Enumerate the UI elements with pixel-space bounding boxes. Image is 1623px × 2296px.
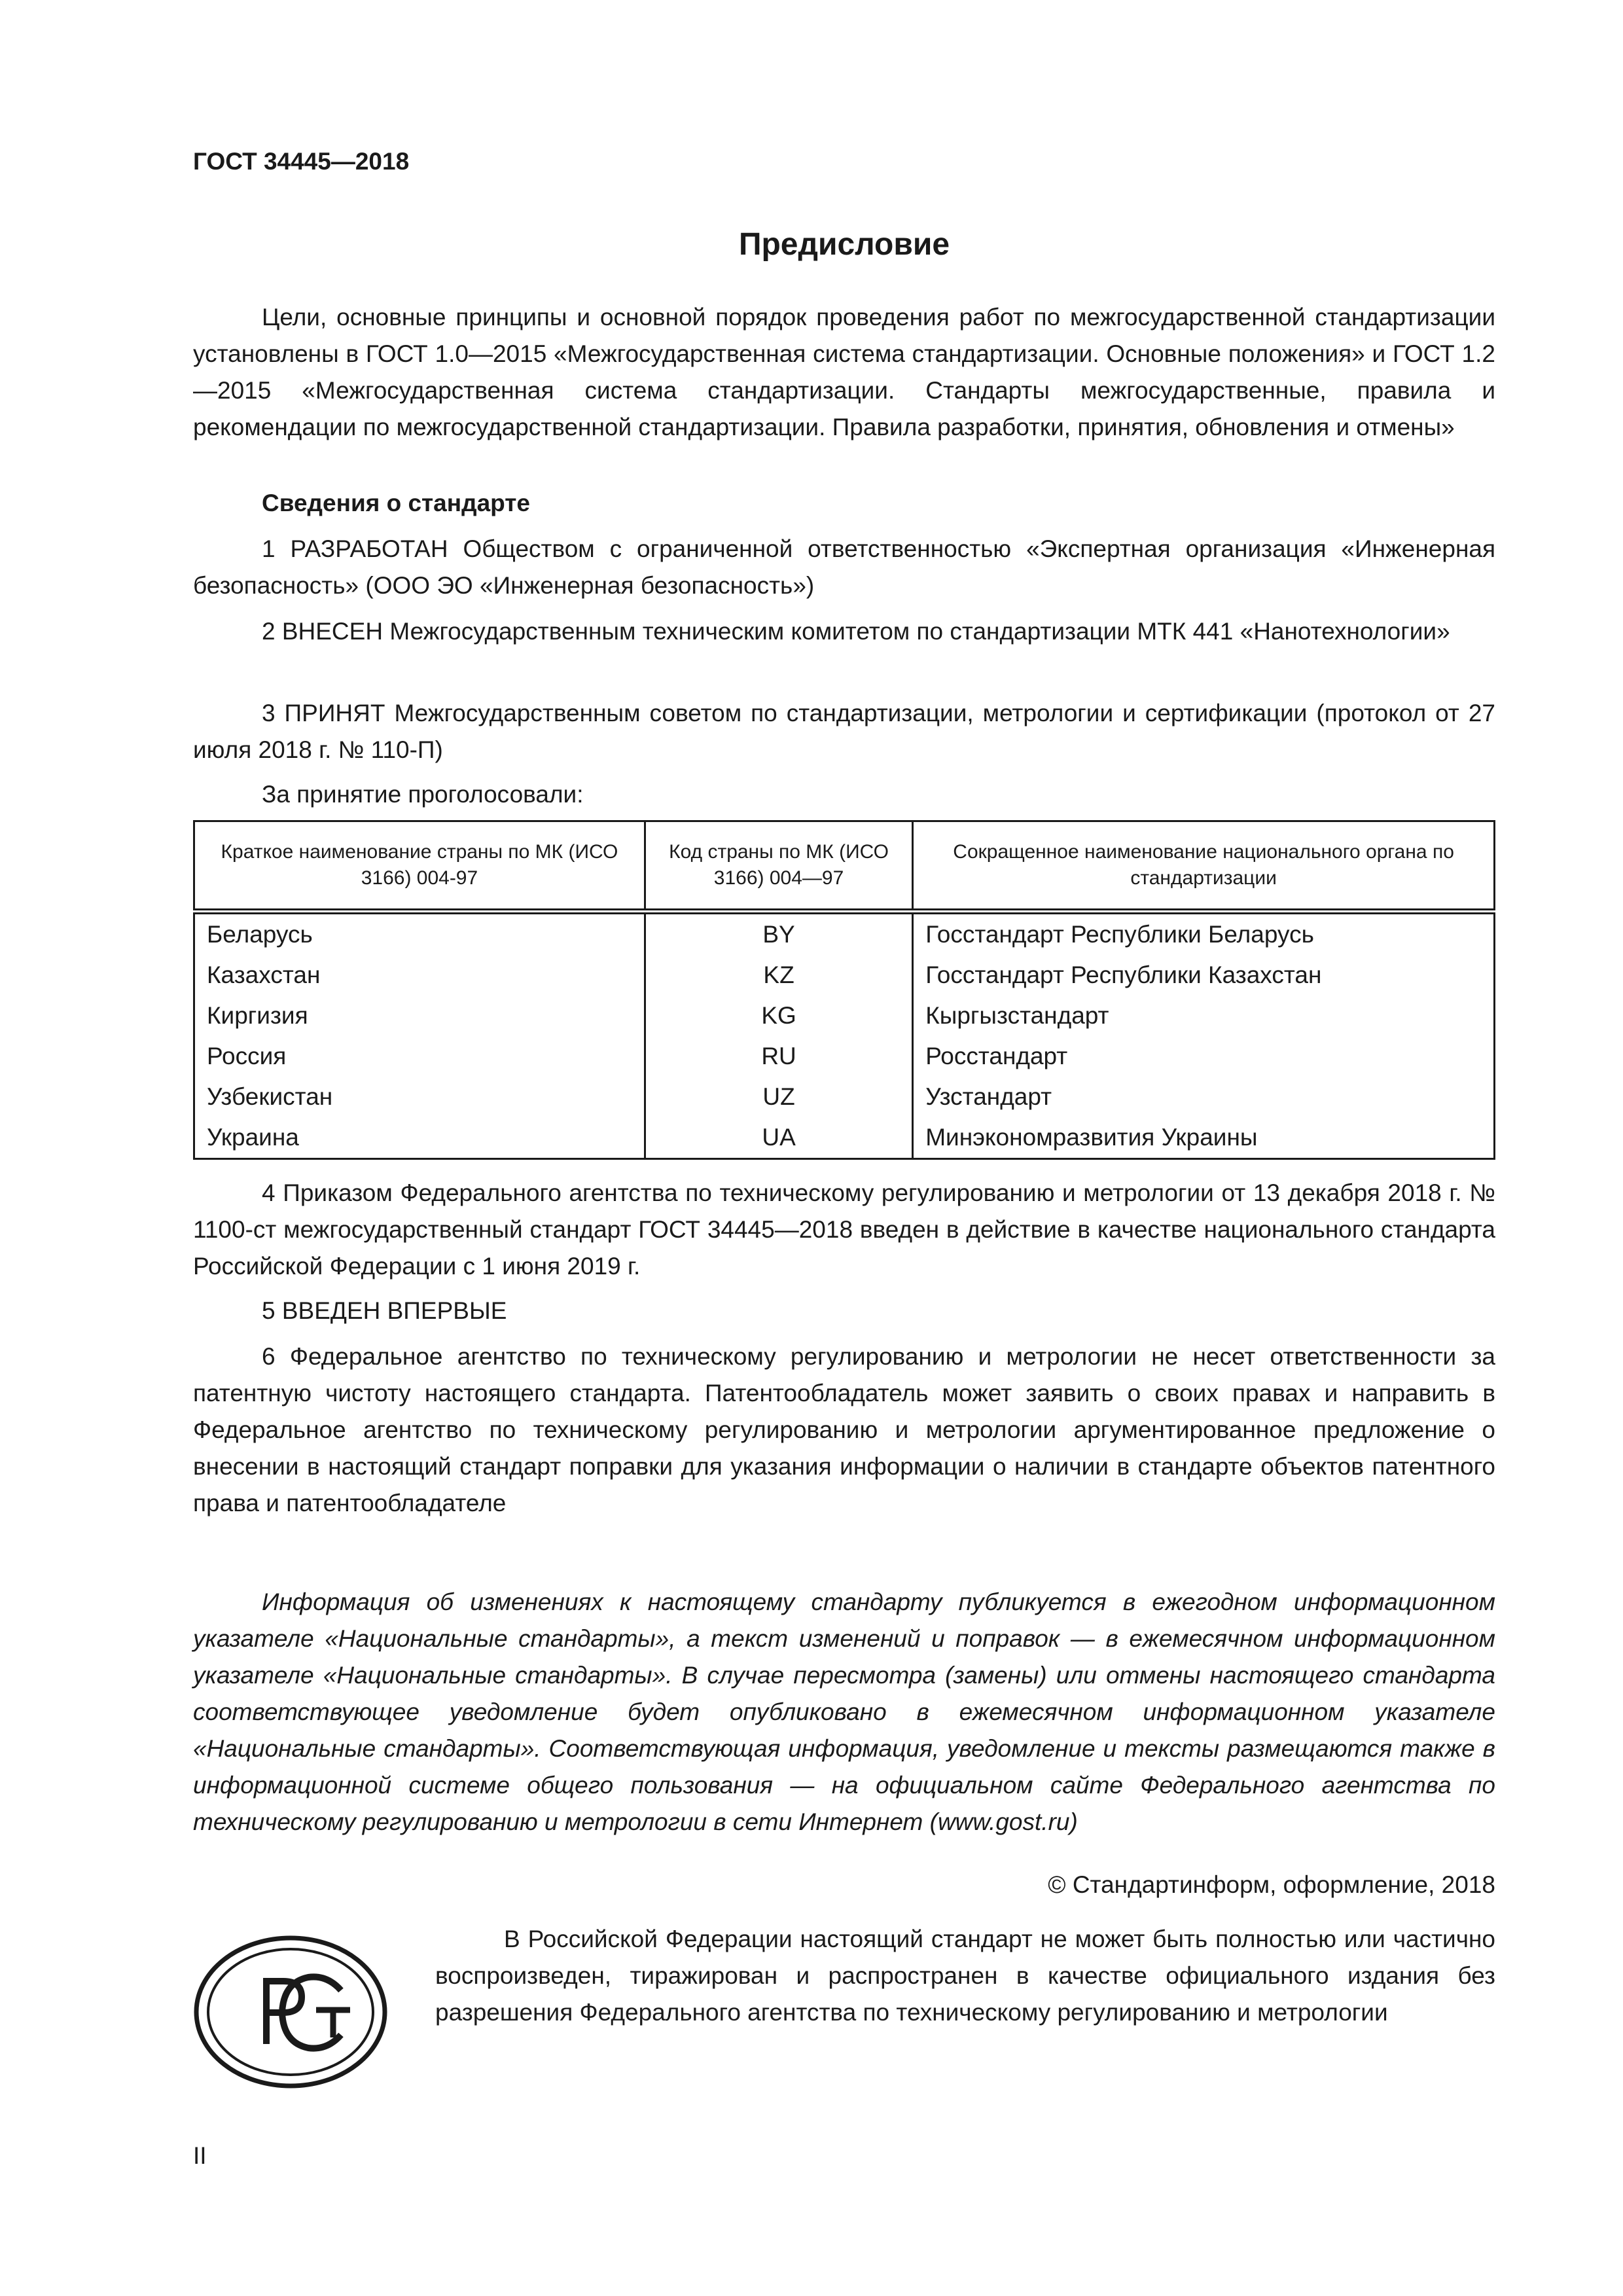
standard-info-heading: Сведения о стандарте — [262, 490, 530, 516]
cell-body: Узстандарт — [913, 1077, 1495, 1117]
changes-info-notice: Информация об изменениях к настоящему стандарту публикуется в ежегодном информационном указателе «Национальные стандарты», а текст изменений и поправок — в ежемесячном информационном указателе «Национальные стандарты». В случае пересмотра (замены) или отмены настоящего стандарта соответствующее уведомление будет опубликовано в ежемесячном информационном указателе «Национальные стандарты». Соответствующая информация, уведомление и тексты размещаются также в информационной системе общего пользования — на официальном сайте Федерального агентства по техническому регулированию и метрологии в сети Интернет (www.gost.ru) — [193, 1588, 1495, 1835]
table-row — [194, 1117, 1495, 1159]
item-3-adopted: 3 ПРИНЯТ Межгосударственным советом по стандартизации, метрологии и сертификации (протокол от 27 июля 2018 г. № 110-П) — [193, 700, 1495, 763]
table-row — [194, 912, 1495, 956]
cell-code: RU — [645, 1036, 912, 1077]
cell-code: UA — [645, 1117, 912, 1159]
copyright-line: © Стандартинформ, оформление, 2018 — [1048, 1871, 1495, 1898]
item-4-enacted: 4 Приказом Федерального агентства по техническому регулированию и метрологии от 13 декабря 2018 г. № 1100-ст межгосударственный стандарт ГОСТ 34445—2018 введен в действие в качестве национального стандарта Российской Федерации с 1 июня 2019 г. — [193, 1179, 1495, 1280]
cell-code: BY — [645, 912, 912, 956]
cell-country: Узбекистан — [194, 1077, 645, 1117]
cell-body: Госстандарт Республики Казахстан — [913, 955, 1495, 996]
voting-table — [193, 820, 1495, 1160]
column-header-body: Сокращенное наименование национального органа по стандартизации — [913, 821, 1495, 912]
intro-paragraph: Цели, основные принципы и основной порядок проведения работ по межгосударственной стандартизации установлены в ГОСТ 1.0—2015 «Межгосударственная система стандартизации. Основные положения» и ГОСТ 1.2—2015 «Межгосударственная система стандартизации. Стандарты межгосударственные, правила и рекомендации по межгосударственной стандартизации. Правила разработки, принятия, обновления и отмены» — [193, 304, 1495, 440]
rst-certification-mark-icon — [193, 1934, 388, 2090]
page-number: II — [193, 2142, 207, 2169]
standard-code: ГОСТ 34445—2018 — [193, 148, 410, 175]
item-5-first-introduced: 5 ВВЕДЕН ВПЕРВЫЕ — [262, 1297, 507, 1324]
table-row — [194, 996, 1495, 1036]
column-header-code: Код страны по МК (ИСО 3166) 004—97 — [645, 821, 912, 912]
table-header-row — [194, 821, 1495, 912]
cell-country: Украина — [194, 1117, 645, 1159]
cell-body: Кыргызстандарт — [913, 996, 1495, 1036]
column-header-country: Краткое наименование страны по МК (ИСО 3166) 004-97 — [194, 821, 645, 912]
cell-country: Киргизия — [194, 996, 645, 1036]
item-6-patent-notice: 6 Федеральное агентство по техническому регулированию и метрологии не несет ответственности за патентную чистоту настоящего стандарта. Патентообладатель может заявить о своих правах и направить в Федеральное агентство по техническому регулированию и метрологии аргументированное предложение о внесении в настоящий стандарт поправки для указания информации о наличии в стандарте объектов патентного права и патентообладателе — [193, 1343, 1495, 1516]
cell-country: Россия — [194, 1036, 645, 1077]
cell-country: Беларусь — [194, 912, 645, 956]
table-row — [194, 1077, 1495, 1117]
item-2-submitted: 2 ВНЕСЕН Межгосударственным техническим комитетом по стандартизации МТК 441 «Нанотехнологии» — [262, 618, 1450, 645]
cell-body: Минэкономразвития Украины — [913, 1117, 1495, 1159]
page-title: Предисловие — [738, 227, 950, 262]
table-row — [194, 1036, 1495, 1077]
item-1-developed: 1 РАЗРАБОТАН Обществом с ограниченной ответственностью «Экспертная организация «Инженерная безопасность» (ООО ЭО «Инженерная безопасность») — [193, 535, 1495, 599]
cell-body: Госстандарт Республики Беларусь — [913, 912, 1495, 956]
cell-code: KG — [645, 996, 912, 1036]
cell-body: Росстандарт — [913, 1036, 1495, 1077]
voting-intro: За принятие проголосовали: — [262, 781, 584, 808]
cell-code: UZ — [645, 1077, 912, 1117]
cell-code: KZ — [645, 955, 912, 996]
reproduction-notice: В Российской Федерации настоящий стандарт не может быть полностью или частично воспроизведен, тиражирован и распространен в качестве официального издания без разрешения Федерального агентства по техническому регулированию и метрологии — [435, 1926, 1495, 2026]
table-row — [194, 955, 1495, 996]
cell-country: Казахстан — [194, 955, 645, 996]
